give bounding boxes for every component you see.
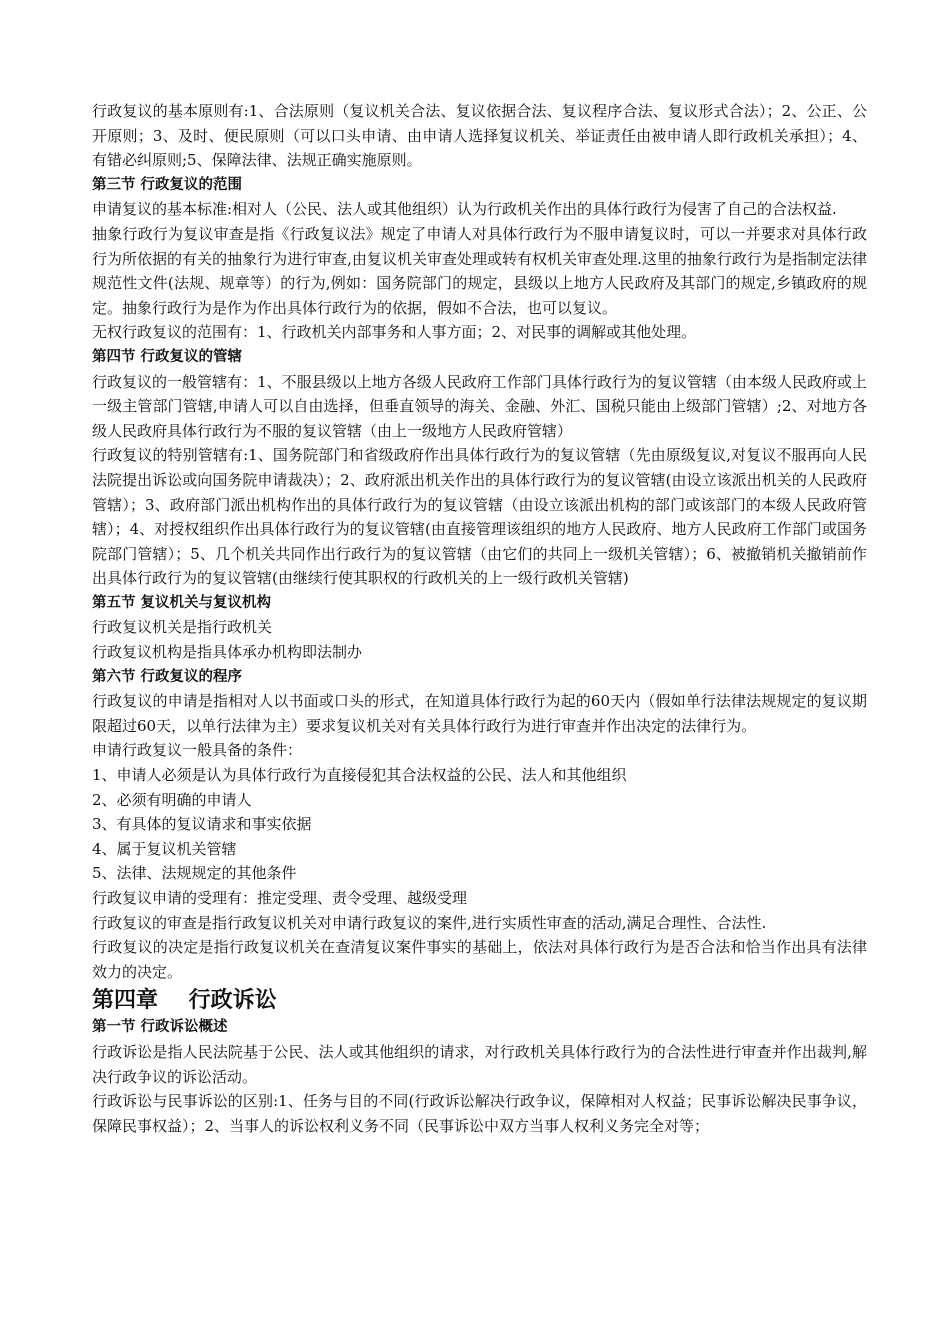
paragraph-litigation-definition: 行政诉讼是指人民法院基于公民、法人或其他组织的请求，对行政机关具体行政行为的合法性进行审查并作出裁判,解决行政争议的诉讼活动。 [92, 1042, 867, 1086]
paragraph-acceptance: 行政复议申请的受理有：推定受理、责令受理、越级受理 [92, 889, 468, 907]
paragraph-review-organ: 行政复议机关是指行政机关 [92, 618, 273, 637]
paragraph-abstract-act-review: 抽象行政行为复议审查是指《行政复议法》规定了申请人对具体行政行为不服申请复议时，可以一并要求对具体行政行为所依据的有关的抽象行为进行审查,由复议机关审查处理或转有权机关审查处理.这里的抽象行政行为是指制定法律规范性文件(法规、规章等）的行为,例如：国务院部门的规定，县级以上地方人民政府及其部门的规定,乡镇政府的规定。抽象行政行为是作为作出具体行政行为的依据，假如不合法，也可以复议。 [92, 224, 867, 317]
paragraph-decision: 行政复议的决定是指行政复议机关在查清复议案件事实的基础上，依法对具体行政行为是否合法和恰当作出具有法律效力的决定。 [92, 938, 867, 981]
list-item: 4、属于复议机关管辖 [92, 839, 237, 858]
section-heading-6: 第六节 行政复议的程序 [92, 668, 243, 685]
section-heading-4: 第四节 行政复议的管辖 [92, 348, 243, 365]
paragraph-excluded-scope: 无权行政复议的范围有：1、行政机关内部事务和人事方面；2、对民事的调解或其他处理。 [92, 323, 697, 342]
section-heading-1: 第一节 行政诉讼概述 [92, 1019, 228, 1036]
paragraph-conditions-intro: 申请行政复议一般具备的条件： [92, 741, 303, 760]
list-item: 2、必须有明确的申请人 [92, 790, 252, 809]
list-item: 1、申请人必须是认为具体行政行为直接侵犯其合法权益的公民、法人和其他组织 [92, 766, 627, 785]
list-item: 3、有具体的复议请求和事实依据 [92, 815, 312, 834]
list-item: 5、法律、法规规定的其他条件 [92, 864, 297, 883]
paragraph-basic-principles: 行政复议的基本原则有:1、合法原则（复议机关合法、复议依据合法、复议程序合法、复议形式合法）；2、公正、公开原则；3、及时、便民原则（可以口头申请、由申请人选择复议机关、举证责任由被申请人即行政机关承担）；4、有错必纠原则;5、保障法律、法规正确实施原则。 [92, 102, 867, 170]
paragraph-general-jurisdiction: 行政复议的一般管辖有：1、不服县级以上地方各级人民政府工作部门具体行政行为的复议管辖（由本级人民政府或上一级主管部门管辖,申请人可以自由选择，但垂直领导的海关、金融、外汇、国税只能由上级部门管辖）;2、对地方各级人民政府具体行政行为不服的复议管辖（由上一级地方人民政府管辖） [92, 372, 867, 440]
section-heading-3: 第三节 行政复议的范围 [92, 176, 243, 193]
paragraph-review-body: 行政复议机构是指具体承办机构即法制办 [92, 643, 363, 662]
paragraph-application: 行政复议的申请是指相对人以书面或口头的形式，在知道具体行政行为起的60天内（假如单行法律法规规定的复议期限超过60天，以单行法律为主）要求复议机关对有关具体行政行为进行审查并作出决定的法律行为。 [92, 692, 867, 735]
paragraph-examination: 行政复议的审查是指行政复议机关对申请行政复议的案件,进行实质性审查的活动,满足合理性、合法性. [92, 913, 767, 932]
document-page [92, 99, 867, 1138]
paragraph-litigation-differences: 行政诉讼与民事诉讼的区别:1、任务与目的不同(行政诉讼解决行政争议，保障相对人权益；民事诉讼解决民事争议，保障民事权益）；2、当事人的诉讼权利义务不同（民事诉讼中双方当事人权利义务完全对等； [92, 1092, 867, 1135]
section-heading-5: 第五节 复议机关与复议机构 [92, 594, 272, 611]
paragraph-review-standard: 申请复议的基本标准:相对人（公民、法人或其他组织）认为行政机关作出的具体行政行为侵害了自己的合法权益. [92, 200, 837, 219]
paragraph-special-jurisdiction: 行政复议的特别管辖有:1、国务院部门和省级政府作出具体行政行为的复议管辖（先由原级复议,对复议不服再向人民法院提出诉讼或向国务院申请裁决）；2、政府派出机关作出的具体行政行为的复议管辖(由设立该派出机关的人民政府管辖）；3、政府部门派出机构作出的具体行政行为的复议管辖（由设立该派出机构的部门或该部门的本级人民政府管辖）；4、对授权组织作出具体行政行为的复议管辖(由直接管理该组织的地方人民政府、地方人民政府工作部门或国务院部门管辖）；5、几个机关共同作出行政行为的复议管辖（由它们的共同上一级机关管辖）；6、被撤销机关撤销前作出具体行政行为的复议管辖(由继续行使其职权的行政机关的上一级行政机关管辖) [92, 446, 867, 588]
chapter-heading: 第四章 行政诉讼 [92, 988, 277, 1014]
